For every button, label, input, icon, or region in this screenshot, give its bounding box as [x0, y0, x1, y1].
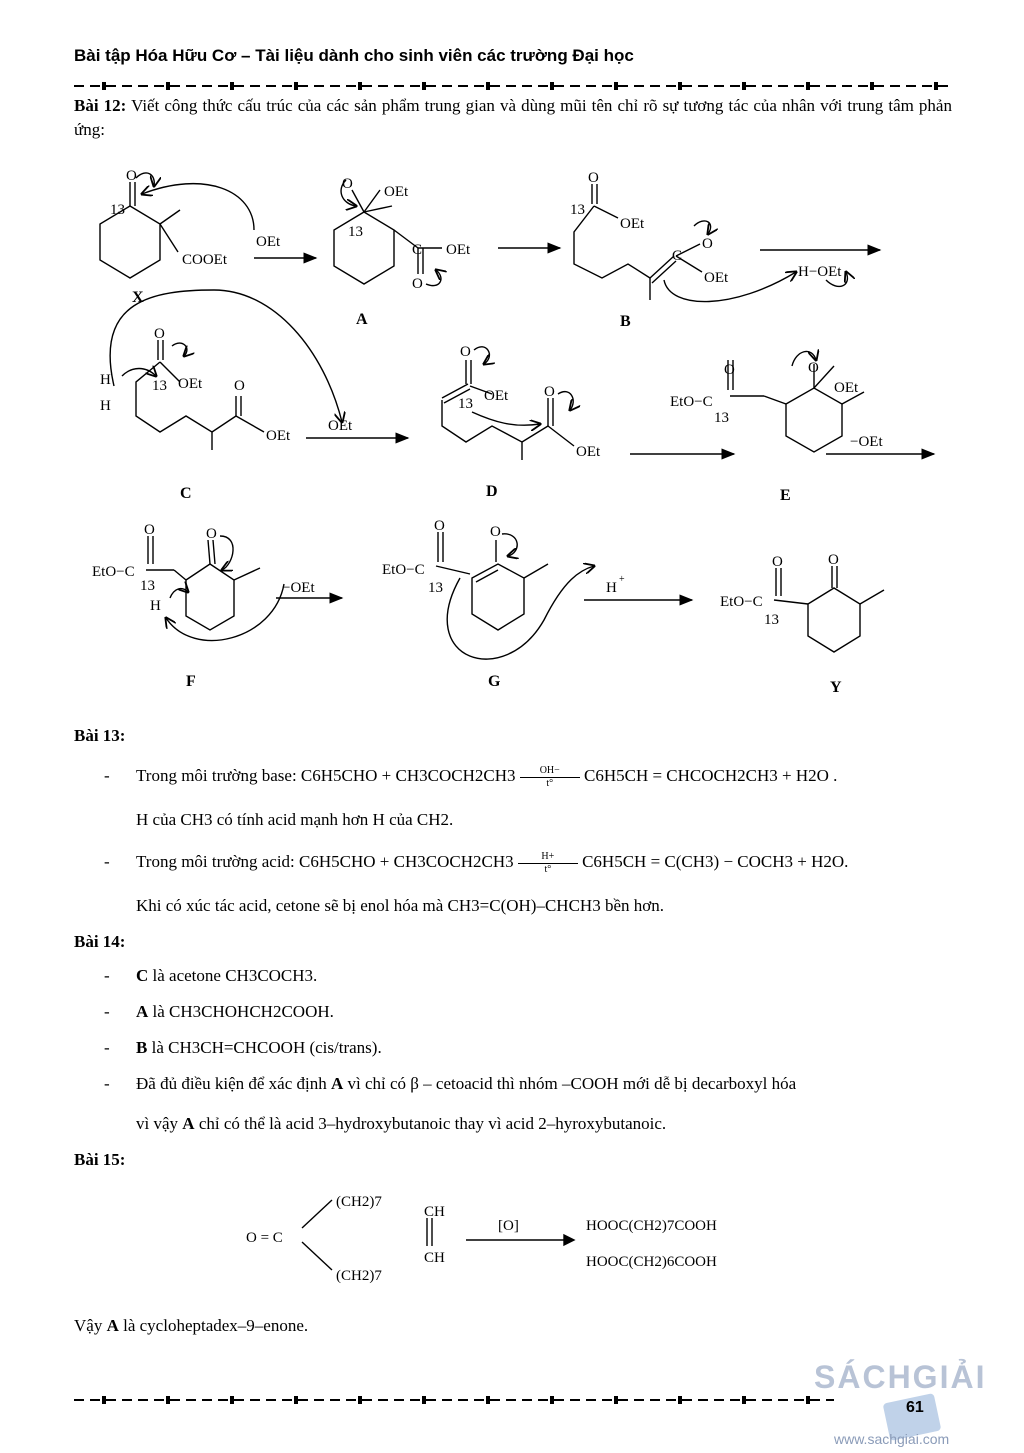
bai14-item-b: B là CH3CH=CHCOOH (cis/trans).: [136, 1038, 382, 1057]
bai12-mechanism-scheme: [74, 160, 954, 700]
svg-text:O: O: [342, 176, 353, 192]
svg-text:+: +: [619, 574, 625, 585]
svg-text:OEt: OEt: [576, 444, 601, 460]
svg-text:13: 13: [714, 410, 729, 426]
svg-text:www.sachgiai.com: www.sachgiai.com: [834, 1431, 950, 1447]
svg-text:OEt: OEt: [834, 380, 859, 396]
svg-text:EtO−C: EtO−C: [720, 594, 763, 610]
svg-text:13: 13: [458, 396, 473, 412]
svg-text:H: H: [100, 398, 111, 414]
label-e: E: [780, 487, 791, 504]
label-f: F: [186, 673, 196, 690]
footer-dashed-rule: [74, 1394, 834, 1406]
bai14-item-explanation: Đã đủ điều kiện để xác định A vì chỉ có β – cetoacid thì nhóm –COOH mới dễ bị decarboxyl hóa: [136, 1074, 797, 1093]
svg-text:H−OEt: H−OEt: [798, 264, 842, 280]
svg-text:CH: CH: [424, 1250, 445, 1266]
svg-text:H: H: [100, 372, 111, 388]
label-x: X: [132, 289, 144, 306]
bai12-heading: Bài 12:: [74, 96, 127, 115]
svg-text:−OEt: −OEt: [282, 580, 315, 596]
molecule-x-ring: [100, 206, 160, 278]
svg-text:(CH2)7: (CH2)7: [336, 1268, 382, 1284]
label-y: Y: [830, 679, 842, 696]
bai14-item-explanation-cont: vì vậy A chỉ có thể là acid 3–hydroxybutanoic thay vì acid 2–hyroxybutanoic.: [136, 1114, 667, 1133]
bai14-heading: Bài 14:: [74, 932, 126, 951]
label-d: D: [486, 483, 498, 500]
svg-text:OEt: OEt: [266, 428, 291, 444]
svg-text:EtO−C: EtO−C: [92, 564, 135, 580]
svg-text:OEt: OEt: [484, 388, 509, 404]
bai13-note-base: H của CH3 có tính acid mạnh hơn H của CH2.: [136, 810, 454, 829]
svg-text:O: O: [412, 276, 423, 292]
svg-text:[O]: [O]: [498, 1218, 519, 1234]
svg-text:EtO−C: EtO−C: [382, 562, 425, 578]
bai15-heading: Bài 15:: [74, 1150, 126, 1169]
svg-text:13: 13: [764, 612, 779, 628]
svg-text:O: O: [588, 170, 599, 186]
svg-text:OEt: OEt: [178, 376, 203, 392]
bai12-paragraph: [74, 94, 952, 142]
svg-text:O: O: [490, 524, 501, 540]
header-dashed-rule: [74, 80, 954, 92]
svg-text:O: O: [234, 378, 245, 394]
svg-text:−OEt: −OEt: [850, 434, 883, 450]
page-header-title: Bài tập Hóa Hữu Cơ – Tài liệu dành cho sinh viên các trường Đại học: [74, 46, 634, 65]
svg-text:OEt: OEt: [328, 418, 353, 434]
bai13-note-acid: Khi có xúc tác acid, cetone sẽ bị enol hóa mà CH3=C(OH)–CHCH3 bền hơn.: [136, 896, 664, 915]
svg-text:O: O: [126, 168, 137, 184]
molecule-a-ring: [334, 212, 394, 284]
svg-text:COOEt: COOEt: [182, 252, 227, 268]
svg-text:EtO−C: EtO−C: [670, 394, 713, 410]
page-number: 61: [906, 1399, 924, 1416]
svg-text:O = C: O = C: [246, 1230, 283, 1246]
molecule-y-ring: [808, 588, 860, 652]
molecule-g-ring: [472, 564, 524, 630]
label-a: A: [356, 311, 368, 328]
svg-text:O: O: [544, 384, 555, 400]
bai15-scheme: [240, 1180, 800, 1290]
molecule-f-ring: [186, 564, 234, 630]
svg-text:OEt: OEt: [620, 216, 645, 232]
svg-text:CH: CH: [424, 1204, 445, 1220]
svg-text:O: O: [154, 326, 165, 342]
svg-text:C: C: [672, 248, 683, 264]
molecule-e-ring: [786, 388, 842, 452]
sachgiai-watermark: [794, 1328, 1024, 1448]
label-b: B: [620, 313, 631, 330]
svg-text:13: 13: [428, 580, 443, 596]
label-c: C: [180, 485, 192, 502]
svg-text:O: O: [724, 362, 735, 378]
svg-text:13: 13: [140, 578, 155, 594]
svg-text:13: 13: [152, 378, 167, 394]
svg-text:O: O: [434, 518, 445, 534]
svg-text:(CH2)7: (CH2)7: [336, 1194, 382, 1210]
svg-text:O: O: [808, 360, 819, 376]
svg-text:H: H: [150, 598, 161, 614]
svg-text:SÁCHGIẢI: SÁCHGIẢI: [814, 1359, 987, 1395]
bai14-item-a: A là CH3CHOHCH2COOH.: [136, 1002, 334, 1021]
bai13-heading: Bài 13:: [74, 726, 126, 745]
svg-text:OEt: OEt: [704, 270, 729, 286]
svg-text:13: 13: [348, 224, 363, 240]
svg-text:O: O: [206, 526, 217, 542]
svg-text:HOOC(CH2)7COOH: HOOC(CH2)7COOH: [586, 1218, 717, 1234]
bai13-equation-acid: Trong môi trường acid: C6H5CHO + CH3COCH2CH3 $\frac{H+}{t^\circ}$ C6H5CH = C(CH3) − COCH3 + H2O.: [136, 850, 849, 875]
svg-text:O: O: [144, 522, 155, 538]
bai13-equation-base: Trong môi trường base: C6H5CHO + CH3COCH2CH3 $\frac{OH-}{t^\circ}$ C6H5CH = CHCOCH2CH3 + H2O .: [136, 764, 838, 789]
svg-text:O: O: [772, 554, 783, 570]
svg-text:O: O: [460, 344, 471, 360]
label-g: G: [488, 673, 501, 690]
svg-text:O: O: [828, 552, 839, 568]
svg-text:O: O: [702, 236, 713, 252]
svg-text:OEt: OEt: [446, 242, 471, 258]
svg-text:HOOC(CH2)6COOH: HOOC(CH2)6COOH: [586, 1254, 717, 1270]
bai15-conclusion: Vậy A là cycloheptadex–9–enone.: [74, 1316, 309, 1335]
svg-text:13: 13: [110, 202, 125, 218]
bai14-item-c: C là acetone CH3COCH3.: [136, 966, 318, 985]
svg-text:C: C: [412, 242, 423, 258]
svg-text:OEt: OEt: [256, 234, 281, 250]
bai12-text: Viết công thức cấu trúc của các sản phẩm trung gian và dùng mũi tên chỉ rõ sự tương tác của nhân với trung tâm phản ứng:: [74, 96, 952, 139]
svg-text:13: 13: [570, 202, 585, 218]
svg-text:H: H: [606, 580, 617, 596]
svg-text:OEt: OEt: [384, 184, 409, 200]
